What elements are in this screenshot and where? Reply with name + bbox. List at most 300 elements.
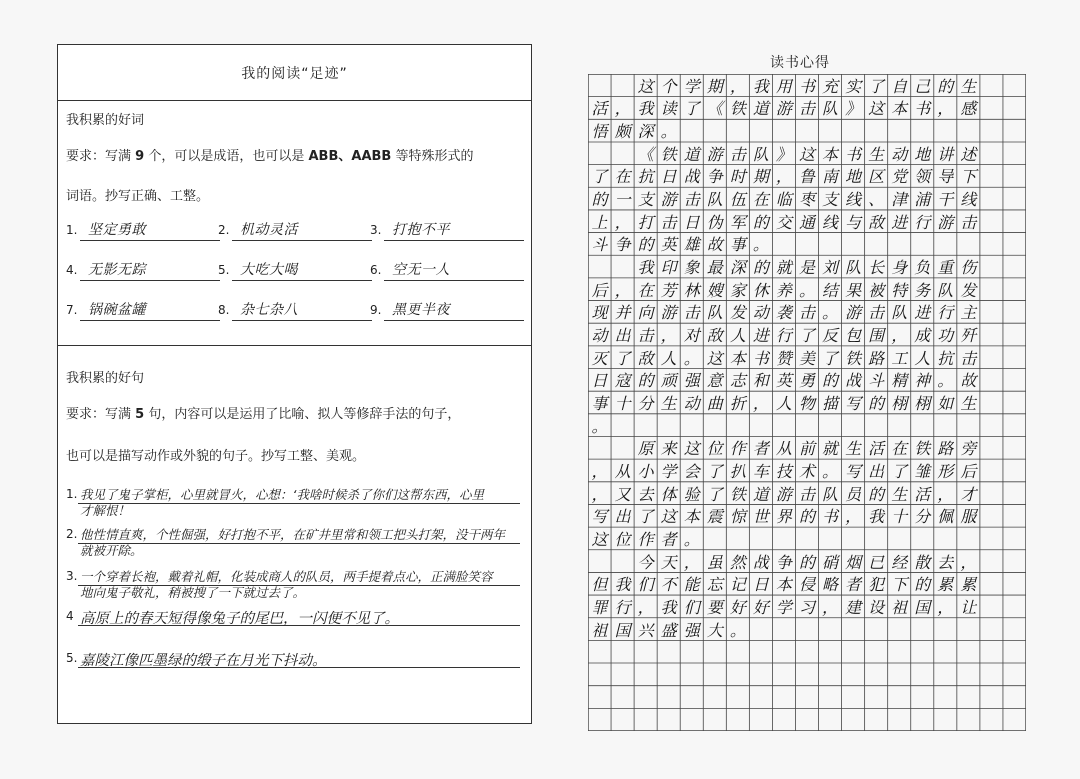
essay-char: 我 [614,575,631,595]
sentence-answer-line [78,503,520,504]
essay-char: 我 [637,258,654,278]
essay-char: 国 [914,597,931,617]
essay-char: 分 [637,394,654,413]
sentence-handwritten: 地向鬼子敬礼，稍被搜了一下就过去了。 [80,585,306,600]
essay-char: 》 [775,144,792,164]
essay-char: 书 [822,507,839,527]
essay-char: 好 [752,597,769,617]
essay-char: 今 [637,552,654,572]
essay-char: 。 [683,348,700,368]
essay-char: 生 [891,484,908,504]
word-number: 1. [66,223,78,237]
essay-char: 。 [591,416,608,436]
essay-char: 进 [891,212,908,232]
essay-char: 交 [775,212,792,232]
essay-char: 书 [798,76,815,96]
essay-char: ， [752,394,769,413]
essay-char: 我 [660,597,677,617]
essay-char: 震 [706,507,723,527]
essay-char: 休 [752,280,769,300]
essay-char: 活 [591,99,608,119]
section-divider [58,345,531,346]
essay-char: 争 [706,167,723,187]
essay-char: 体 [660,484,677,504]
essay-char: 游 [937,212,954,232]
essay-char: 队 [845,258,862,278]
essay-char: 来 [660,439,677,459]
essay-char: 己 [914,76,931,96]
essay-char: 围 [868,326,885,346]
word-answer-line [384,320,524,321]
essay-char: 的 [914,575,931,595]
essay-char: 了 [637,507,654,527]
essay-char: 。 [752,235,769,255]
essay-char: 已 [868,552,885,572]
sentence-number: 4 [66,609,74,623]
essay-char: 队 [822,484,839,504]
essay-char: 击 [798,303,815,323]
word-number: 6. [370,263,382,277]
essay-char: 这 [706,348,723,368]
sentence-number: 5. [66,651,78,665]
essay-char: 生 [960,76,977,96]
essay-char: 不 [660,575,677,595]
sentence-answer-line [78,543,520,544]
essay-char: 累 [960,575,977,595]
sentences-requirement-line1: 要求：写满 5 句，内容可以是运用了比喻、拟人等修辞手法的句子， [66,407,461,422]
essay-char: 生 [868,144,885,164]
essay-char: 线 [960,190,977,210]
essay-char: 累 [937,575,954,595]
essay-char: 的 [752,212,769,232]
essay-char: 游 [706,144,723,164]
word-handwritten: 无影无踪 [88,262,146,278]
essay-char: 重 [937,258,954,278]
essay-char: 击 [683,190,700,210]
essay-char: 反 [822,326,839,346]
essay-char: 区 [868,167,885,187]
essay-char: 行 [937,303,954,323]
essay-char: 英 [775,371,792,391]
essay-char: ， [937,597,954,617]
essay-char: 能 [683,575,700,595]
essay-char: 道 [752,484,769,504]
essay-char: ， [729,76,746,96]
essay-char: 了 [706,484,723,504]
essay-char: 们 [683,597,700,617]
essay-char: 述 [960,144,977,164]
essay-char: 队 [937,280,954,300]
essay-char: 行 [614,597,631,617]
essay-char: ， [891,326,908,346]
essay-char: 活 [868,439,885,459]
word-answer-line [80,240,220,241]
essay-char: 上 [591,212,608,232]
essay-char: 党 [891,167,908,187]
essay-char: 下 [960,167,977,187]
essay-char: 这 [868,99,885,119]
essay-char: 充 [822,76,839,96]
essay-char: 队 [706,303,723,323]
word-number: 2. [218,223,230,237]
essay-char: 盛 [660,620,677,640]
essay-char: ， [614,212,631,232]
essay-char: 旁 [960,439,977,459]
essay-char: 嫂 [706,280,723,300]
essay-char: 侵 [798,575,815,595]
essay-char: 游 [845,303,862,323]
essay-char: 实 [845,76,862,96]
essay-char: 十 [891,507,908,527]
essay-char: 时 [729,167,746,187]
essay-char: 自 [891,76,908,96]
essay-char: 路 [868,348,885,368]
essay-char: 这 [798,144,815,164]
essay-char: 祖 [591,620,608,640]
essay-char: 赞 [775,348,792,368]
essay-char: 硝 [822,552,839,572]
essay-char: 道 [752,99,769,119]
essay-char: 生 [845,439,862,459]
essay-char: 寇 [614,371,631,391]
essay-char: 本 [775,575,792,595]
essay-char: 动 [891,144,908,164]
essay-char: 进 [914,303,931,323]
word-number: 4. [66,263,78,277]
essay-char: 形 [937,461,954,481]
essay-char: 印 [660,258,677,278]
essay-char: 动 [683,394,700,413]
essay-char: 员 [845,484,862,504]
essay-char: 导 [937,167,954,187]
essay-char: 伍 [729,190,746,210]
essay-char: 工 [891,348,908,368]
essay-char: 书 [914,99,931,119]
essay-char: 记 [729,575,746,595]
essay-char: 兴 [637,620,654,640]
essay-char: 者 [660,529,677,549]
word-handwritten: 黑更半夜 [392,302,450,318]
essay-char: 林 [683,280,700,300]
essay-char: 英 [660,235,677,255]
essay-char: 小 [637,461,654,481]
essay-char: 击 [798,99,815,119]
essay-char: 原 [637,439,654,459]
essay-char: 长 [868,258,885,278]
words-requirement-line1: 要求：写满 9 个，可以是成语，也可以是 ABB、AABB 等特殊形式的 [66,149,474,164]
essay-char: 车 [752,461,769,481]
essay-char: 的 [637,371,654,391]
essay-char: 本 [729,348,746,368]
essay-char: 最 [706,258,723,278]
essay-char: 身 [891,258,908,278]
essay-char: 行 [775,326,792,346]
essay-char: 发 [960,280,977,300]
essay-char: 并 [614,303,631,323]
essay-char: 线 [845,190,862,210]
essay-char: ， [775,167,792,187]
essay-char: 罪 [591,597,608,617]
essay-char: 犯 [868,575,885,595]
word-number: 8. [218,303,230,317]
essay-char: 击 [798,484,815,504]
essay-char: 特 [891,280,908,300]
essay-char: 争 [614,235,631,255]
essay-char: 了 [798,326,815,346]
essay-char: 国 [614,620,631,640]
essay-char: 深 [729,258,746,278]
essay-char: 。 [729,620,746,640]
reading-footprint-sheet [57,44,532,724]
essay-char: 散 [914,552,931,572]
essay-char: 在 [752,190,769,210]
essay-char: 读 [660,99,677,119]
essay-char: 出 [614,507,631,527]
essay-char: 游 [775,99,792,119]
essay-char: 的 [637,235,654,255]
essay-char: 向 [637,303,654,323]
sentence-handwritten: 他性情直爽，个性倔强，好打抱不平，在矿井里常和领工把头打架，没干两年 [80,527,506,542]
essay-char: 生 [960,394,977,413]
essay-char: 铁 [660,144,677,164]
word-answer-line [232,240,372,241]
essay-char: 了 [591,167,608,187]
essay-char: 动 [591,326,608,346]
essay-row [588,686,1026,709]
essay-char: 战 [752,552,769,572]
essay-char: 感 [960,99,977,119]
word-number: 7. [66,303,78,317]
essay-char: 负 [914,258,931,278]
essay-row [588,708,1026,731]
essay-char: 忘 [706,575,723,595]
essay-char: 天 [660,552,677,572]
sentence-handwritten: 我见了鬼子掌柜，心里就冒火，心想：‘我啥时候杀了你们这帮东西，心里 [80,487,484,502]
essay-char: 前 [798,439,815,459]
essay-char: 包 [845,326,862,346]
essay-char: 的 [868,394,885,413]
essay-char: 、 [868,190,885,210]
essay-char: 队 [706,190,723,210]
sentence-handwritten: 才解恨！ [80,503,131,518]
essay-char: 击 [960,348,977,368]
essay-char: 后 [960,461,977,481]
essay-char: 颇 [614,122,631,142]
word-answer-line [80,320,220,321]
essay-char: 的 [591,190,608,210]
essay-char: 干 [937,190,954,210]
word-number: 5. [218,263,230,277]
essay-char: ， [614,99,631,119]
sentence-handwritten: 高原上的春天短得像兔子的尾巴，一闪便不见了。 [80,611,399,627]
essay-char: 果 [845,280,862,300]
essay-char: 在 [614,167,631,187]
essay-char: 位 [614,529,631,549]
essay-char: 队 [891,303,908,323]
sentences-requirement-line2: 也可以是描写动作或外貌的句子。抄写工整、美观。 [66,449,366,464]
word-handwritten: 大吃大喝 [240,262,298,278]
essay-char: 书 [845,144,862,164]
essay-char: 被 [868,280,885,300]
essay-char: 用 [775,76,792,96]
essay-char: 这 [660,507,677,527]
essay-char: ， [822,597,839,617]
essay-char: 对 [683,326,700,346]
essay-char: 十 [614,394,631,413]
essay-char: 南 [822,167,839,187]
sentence-number: 1. [66,487,78,501]
essay-char: 栩 [891,394,908,413]
essay-char: 界 [775,507,792,527]
essay-char: 神 [914,371,931,391]
essay-char: 游 [660,190,677,210]
essay-char: 大 [706,620,723,640]
essay-char: 如 [937,394,954,413]
essay-char: 去 [937,552,954,572]
essay-char: 事 [729,235,746,255]
essay-char: 这 [591,529,608,549]
essay-char: 动 [752,303,769,323]
essay-char: 人 [729,326,746,346]
essay-char: 本 [891,99,908,119]
essay-char: 设 [868,597,885,617]
essay-char: 我 [637,99,654,119]
essay-char: 深 [637,122,654,142]
essay-char: 现 [591,303,608,323]
essay-char: 游 [775,484,792,504]
essay-char: 。 [683,529,700,549]
essay-char: 故 [706,235,723,255]
sentence-handwritten: 一个穿着长袍，戴着礼帽，化装成商人的队员，两手提着点心，正满脸笑容 [80,569,493,584]
essay-char: 本 [822,144,839,164]
essay-char: 了 [706,461,723,481]
essay-char: 虽 [706,552,723,572]
essay-char: 伪 [706,212,723,232]
essay-char: 雄 [683,235,700,255]
essay-char: 铁 [729,99,746,119]
word-handwritten: 锅碗盆罐 [88,302,146,318]
essay-char: 故 [960,371,977,391]
words-requirement-line2: 词语。抄写正确、工整。 [66,189,210,204]
essay-char: 日 [660,167,677,187]
essay-char: ， [660,326,677,346]
essay-char: ， [591,461,608,481]
essay-char: 学 [660,461,677,481]
essay-char: 。 [937,371,954,391]
essay-char: 伤 [960,258,977,278]
word-handwritten: 杂七杂八 [240,302,298,318]
essay-char: 斗 [868,371,885,391]
essay-char: 祖 [891,597,908,617]
essay-char: 写 [845,394,862,413]
essay-char: 曲 [706,394,723,413]
essay-char: 与 [845,212,862,232]
essay-char: 者 [845,575,862,595]
essay-char: 击 [683,303,700,323]
essay-char: 队 [822,99,839,119]
essay-char: 验 [683,484,700,504]
essay-char: 了 [891,461,908,481]
essay-char: 灭 [591,348,608,368]
essay-char: 习 [798,597,815,617]
essay-char: 的 [798,507,815,527]
essay-char: 日 [752,575,769,595]
essay-char: 本 [683,507,700,527]
essay-char: 的 [752,258,769,278]
essay-char: 象 [683,258,700,278]
essay-char: 讲 [937,144,954,164]
essay-char: 临 [775,190,792,210]
word-handwritten: 打抱不平 [392,222,450,238]
essay-char: 略 [822,575,839,595]
essay-row [588,663,1026,686]
essay-char: 术 [798,461,815,481]
essay-char: 进 [752,326,769,346]
essay-char: 了 [614,348,631,368]
essay-char: 作 [729,439,746,459]
essay-char: 击 [729,144,746,164]
essay-char: 浦 [914,190,931,210]
essay-char: 人 [914,348,931,368]
essay-char: 战 [683,167,700,187]
essay-char: 的 [798,552,815,572]
word-handwritten: 机动灵活 [240,222,298,238]
essay-char: 扒 [729,461,746,481]
essay-char: 。 [660,122,677,142]
essay-char: 《 [637,144,654,164]
essay-char: 击 [660,212,677,232]
essay-char: 活 [914,484,931,504]
essay-char: 我 [752,76,769,96]
essay-char: ， [637,597,654,617]
sentence-number: 3. [66,569,78,583]
essay-char: 务 [914,280,931,300]
essay-char: 一 [614,190,631,210]
essay-char: 铁 [845,348,862,368]
essay-char: 写 [845,461,862,481]
essay-char: 结 [822,280,839,300]
essay-char: 养 [775,280,792,300]
essay-char: 惊 [729,507,746,527]
essay-char: 作 [637,529,654,549]
essay-char: ， [614,280,631,300]
essay-char: 在 [891,439,908,459]
word-answer-line [232,280,372,281]
essay-char: 地 [845,167,862,187]
essay-char: 世 [752,507,769,527]
essay-char: 地 [914,144,931,164]
essay-char: ， [683,552,700,572]
essay-char: 。 [798,280,815,300]
word-handwritten: 坚定勇敢 [88,222,146,238]
essay-char: 期 [706,76,723,96]
essay-char: 描 [822,394,839,413]
essay-char: 要 [706,597,723,617]
essay-char: 事 [591,394,608,413]
essay-char: 在 [637,280,654,300]
essay-char: 争 [775,552,792,572]
essay-char: 出 [614,326,631,346]
essay-char: 领 [914,167,931,187]
essay-char: 敌 [637,348,654,368]
essay-char: ， [937,99,954,119]
essay-char: 这 [637,76,654,96]
essay-char: 队 [752,144,769,164]
essay-char: 是 [798,258,815,278]
essay-char: 书 [752,348,769,368]
essay-char: 勇 [798,371,815,391]
essay-char: 道 [683,144,700,164]
